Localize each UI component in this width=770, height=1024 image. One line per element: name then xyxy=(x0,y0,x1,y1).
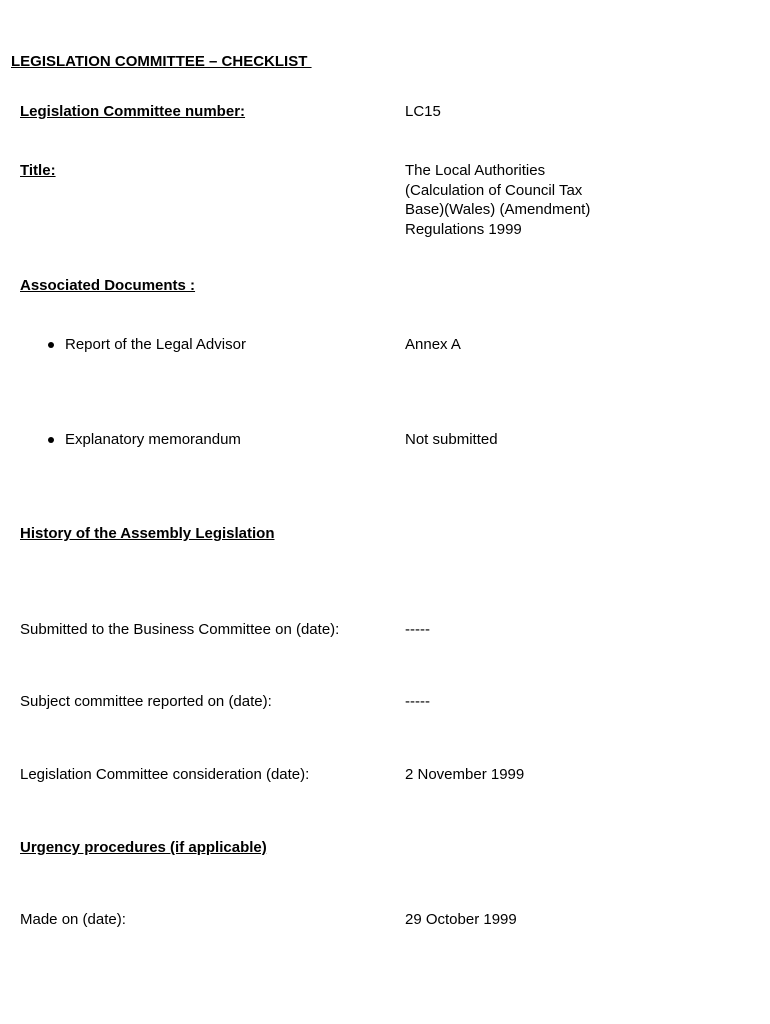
associated-document-label: Report of the Legal Advisor xyxy=(65,336,246,353)
history-heading: History of the Assembly Legislation xyxy=(20,525,275,542)
associated-document-label: Explanatory memorandum xyxy=(65,431,241,448)
committee-number-label: Legislation Committee number: xyxy=(20,103,246,120)
committee-number-value: LC15 xyxy=(405,103,441,120)
subject-reported-value: ----- xyxy=(405,693,430,710)
document-title: LEGISLATION COMMITTEE – CHECKLIST xyxy=(11,53,312,70)
list-item xyxy=(48,336,246,353)
associated-document-value: Annex A xyxy=(405,336,461,353)
title-label: Title: xyxy=(20,162,56,179)
associated-documents-label: Associated Documents : xyxy=(20,277,196,294)
title-value: The Local Authorities (Calculation of Council Tax Base)(Wales) (Amendment) Regulations 1999 xyxy=(405,162,591,238)
associated-document-value: Not submitted xyxy=(405,431,498,448)
made-on-label: Made on (date): xyxy=(20,911,126,928)
bullet-icon xyxy=(48,437,54,443)
made-on-value: 29 October 1999 xyxy=(405,911,517,928)
legislation-consideration-value: 2 November 1999 xyxy=(405,766,525,783)
bullet-icon xyxy=(48,342,54,348)
list-item xyxy=(48,431,241,448)
submitted-business-value: ----- xyxy=(405,621,430,638)
subject-reported-label: Subject committee reported on (date): xyxy=(20,693,272,710)
submitted-business-label: Submitted to the Business Committee on (date): xyxy=(20,621,340,638)
urgency-heading: Urgency procedures (if applicable) xyxy=(20,839,267,856)
legislation-consideration-label: Legislation Committee consideration (date): xyxy=(20,766,310,783)
